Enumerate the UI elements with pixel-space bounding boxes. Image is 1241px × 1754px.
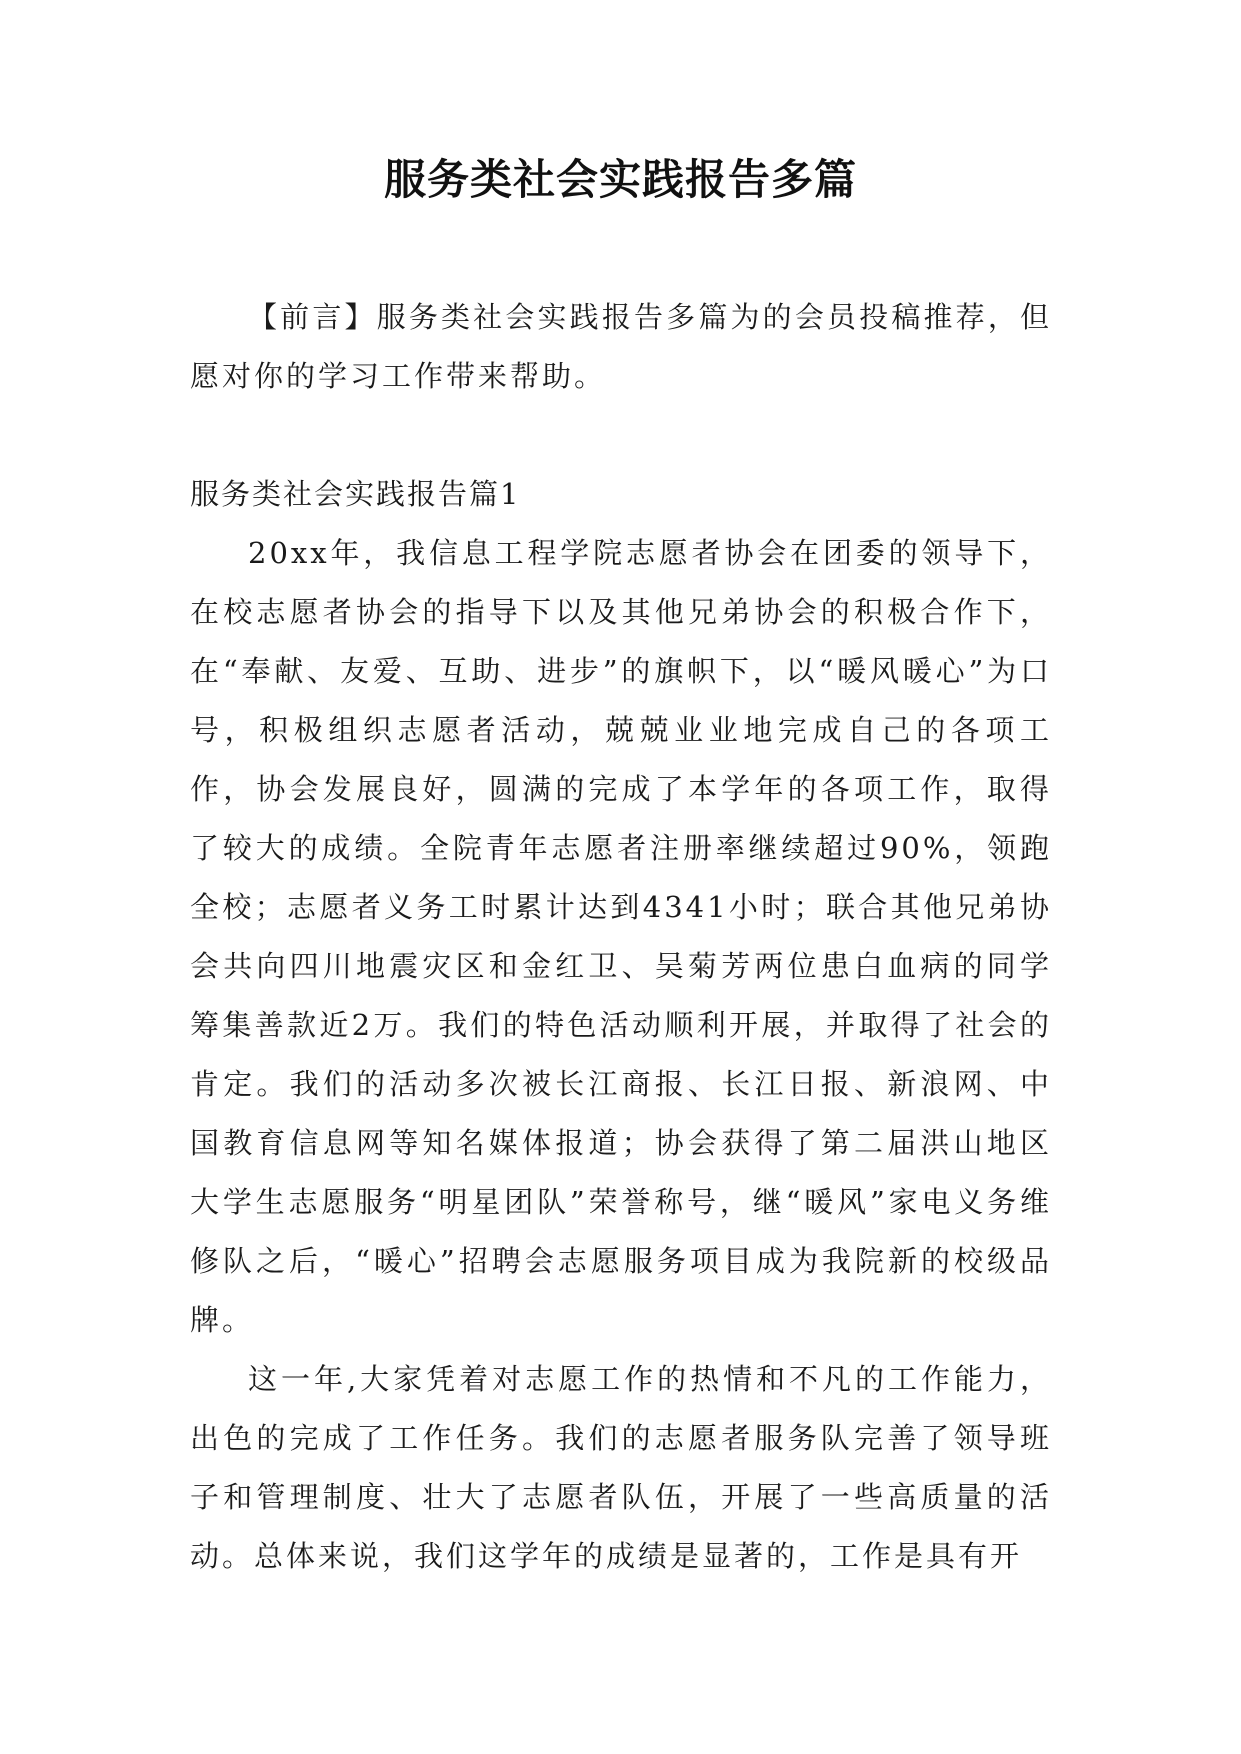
preface-paragraph: 【前言】服务类社会实践报告多篇为的会员投稿推荐，但愿对你的学习工作带来帮助。 — [190, 300, 1052, 393]
body-paragraph-2: 这一年,大家凭着对志愿工作的热情和不凡的工作能力，出色的完成了工作任务。我们的志愿者服务队完善了领导班子和管理制度、壮大了志愿者队伍，开展了一些高质量的活动。总体来说，我们这学年的成绩是显著的，工作是具有开 — [190, 1362, 1052, 1573]
document-body — [190, 288, 1052, 1586]
section-heading: 服务类社会实践报告篇1 — [190, 477, 521, 511]
document-title: 服务类社会实践报告多篇 — [383, 155, 857, 204]
body-paragraph-1: 20xx年，我信息工程学院志愿者协会在团委的领导下，在校志愿者协会的指导下以及其他兄弟协会的积极合作下，在“奉献、友爱、互助、进步”的旗帜下，以“暖风暖心”为口号，积极组织志愿者活动，兢兢业业地完成自己的各项工作，协会发展良好，圆满的完成了本学年的各项工作，取得了较大的成绩。全院青年志愿者注册率继续超过90%，领跑全校；志愿者义务工时累计达到4341小时；联合其他兄弟协会共向四川地震灾区和金红卫、吴菊芳两位患白血病的同学筹集善款近2万。我们的特色活动顺利开展，并取得了社会的肯定。我们的活动多次被长江商报、长江日报、新浪网、中国教育信息网等知名媒体报道；协会获得了第二届洪山地区大学生志愿服务“明星团队”荣誉称号，继“暖风”家电义务维修队之后，“暖心”招聘会志愿服务项目成为我院新的校级品牌。 — [190, 536, 1052, 1337]
